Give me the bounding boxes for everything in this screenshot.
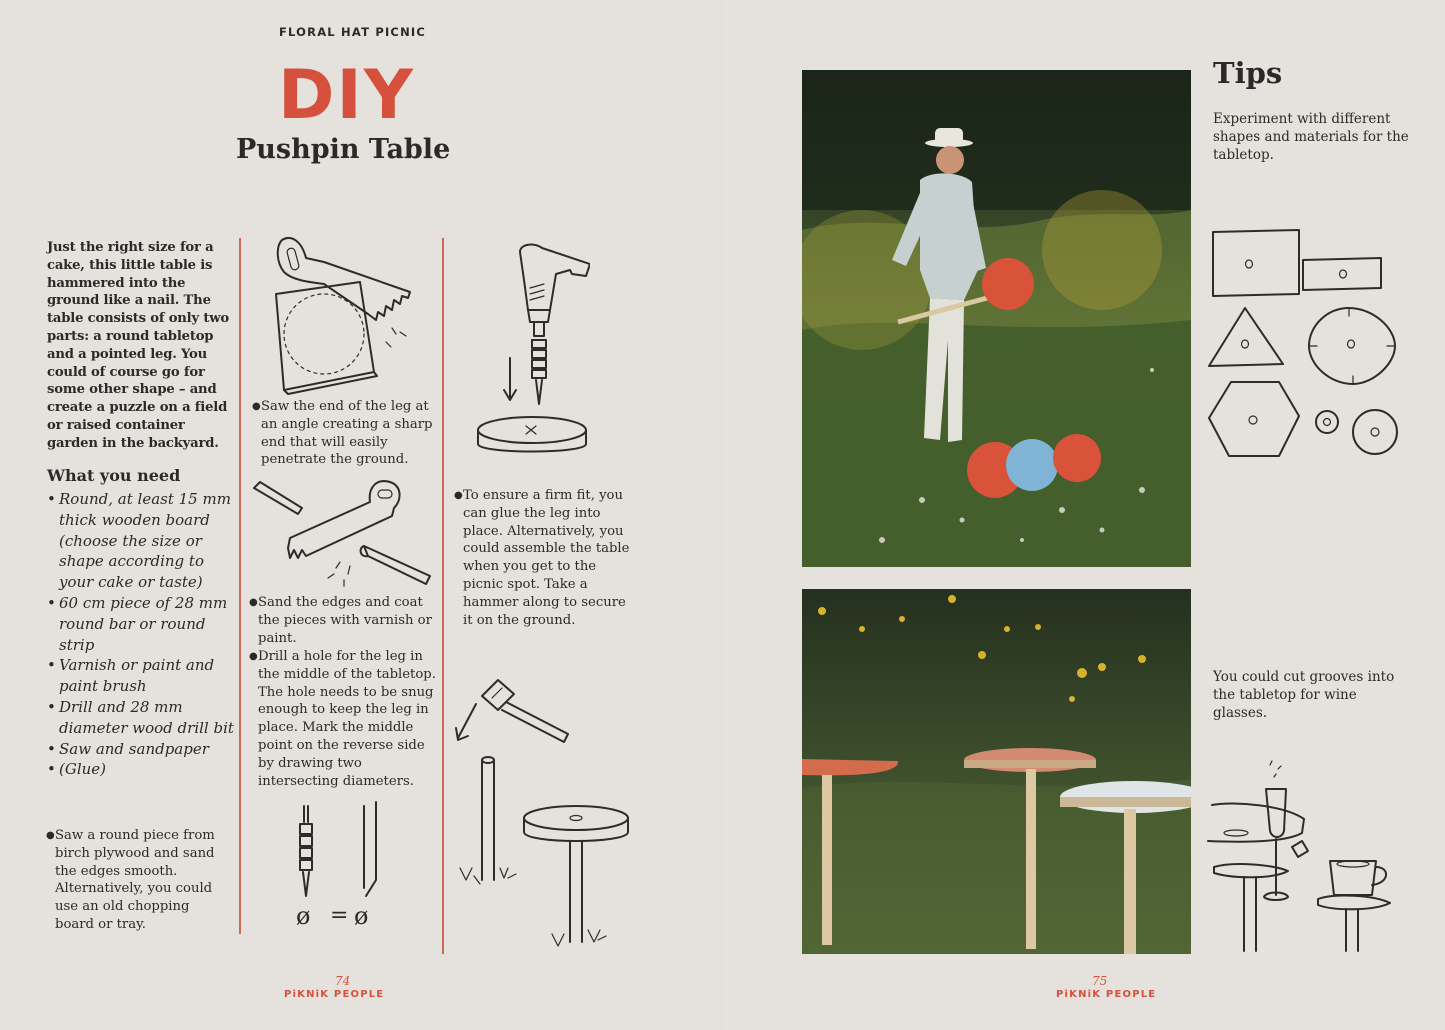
photo-man-in-meadow xyxy=(802,70,1191,567)
wine-table-sketch xyxy=(1204,755,1404,955)
step-note xyxy=(454,487,638,629)
column-divider xyxy=(239,238,241,934)
tips-heading: Tips xyxy=(1213,56,1283,90)
list-item: • Saw and sandpaper xyxy=(47,739,237,760)
step-note xyxy=(252,398,439,469)
step-text: Sand the edges and coat the pieces with varnish or paint. xyxy=(258,595,432,646)
equals-symbol: = xyxy=(330,903,349,928)
drill-sketch xyxy=(470,240,590,465)
step-note xyxy=(249,594,438,647)
tabletop-shapes-sketch xyxy=(1203,224,1405,466)
page-number: 75 xyxy=(1092,974,1108,988)
saw-board-sketch xyxy=(262,232,422,397)
step-text: Saw a round piece from birch plywood and sand the edges smooth. Alternatively, you could use an old chopping board or tray. xyxy=(55,828,215,932)
bullet-icon: ● xyxy=(249,651,258,662)
footer-brand: PiKNiK PEOPLE xyxy=(1056,989,1157,1000)
bit-leg-sketch xyxy=(290,800,390,905)
list-item: • Round, at least 15 mm thick wooden board (choose the size or shape according to your cake or taste) xyxy=(47,489,237,593)
step-text: Drill a hole for the leg in the middle of the tabletop. The hole needs to be snug enough to keep the leg in place. Mark the middle point on the reverse side by drawing two intersecting diameters. xyxy=(258,649,436,789)
needs-list xyxy=(47,489,237,780)
page-title: DIY xyxy=(278,56,415,135)
list-item: • (Glue) xyxy=(47,759,237,780)
diameter-symbol: ø xyxy=(354,902,369,930)
page-gutter xyxy=(721,0,724,1030)
page-subtitle: Pushpin Table xyxy=(236,134,451,165)
list-item: • Drill and 28 mm diameter wood drill bit xyxy=(47,697,237,739)
bullet-icon: ● xyxy=(249,597,258,608)
bullet-icon: ● xyxy=(46,830,55,841)
saw-leg-sketch xyxy=(250,478,440,590)
step-text: Saw the end of the leg at an angle creating a sharp end that will easily penetrate the ground. xyxy=(261,399,433,468)
bullet-icon: ● xyxy=(454,490,463,501)
meadow-photo-illustration xyxy=(802,70,1191,567)
step-text: To ensure a firm fit, you can glue the leg into place. Alternatively, you could assemble the table when you get to the picnic spot. Take a hammer along to secure it on the ground. xyxy=(463,488,630,628)
tip-text: Experiment with different shapes and materials for the tabletop. xyxy=(1213,111,1409,163)
diameter-symbol: ø xyxy=(296,902,311,930)
tip-text: You could cut grooves into the tabletop for wine glasses. xyxy=(1213,669,1395,721)
footer-brand: PiKNiK PEOPLE xyxy=(284,989,385,1000)
intro-paragraph: Just the right size for a cake, this little table is hammered into the ground like a nail. The table consists of only two parts: a round tabletop and a pointed leg. You could of course go for some other shape – and create a puzzle on a field or raised container garden in the backyard. xyxy=(47,240,229,451)
list-item: • 60 cm piece of 28 mm round bar or round strip xyxy=(47,593,237,655)
needs-heading: What you need xyxy=(47,466,181,485)
tables-photo-illustration xyxy=(802,589,1191,954)
step-note xyxy=(249,648,438,790)
hammer-table-sketch xyxy=(452,672,642,954)
page-number: 74 xyxy=(335,974,351,988)
section-label: FLORAL HAT PICNIC xyxy=(279,25,427,39)
column-divider xyxy=(442,238,444,954)
step-note xyxy=(46,827,230,934)
photo-tables-in-meadow xyxy=(802,589,1191,954)
bullet-icon: ● xyxy=(252,401,261,412)
list-item: • Varnish or paint and paint brush xyxy=(47,655,237,697)
